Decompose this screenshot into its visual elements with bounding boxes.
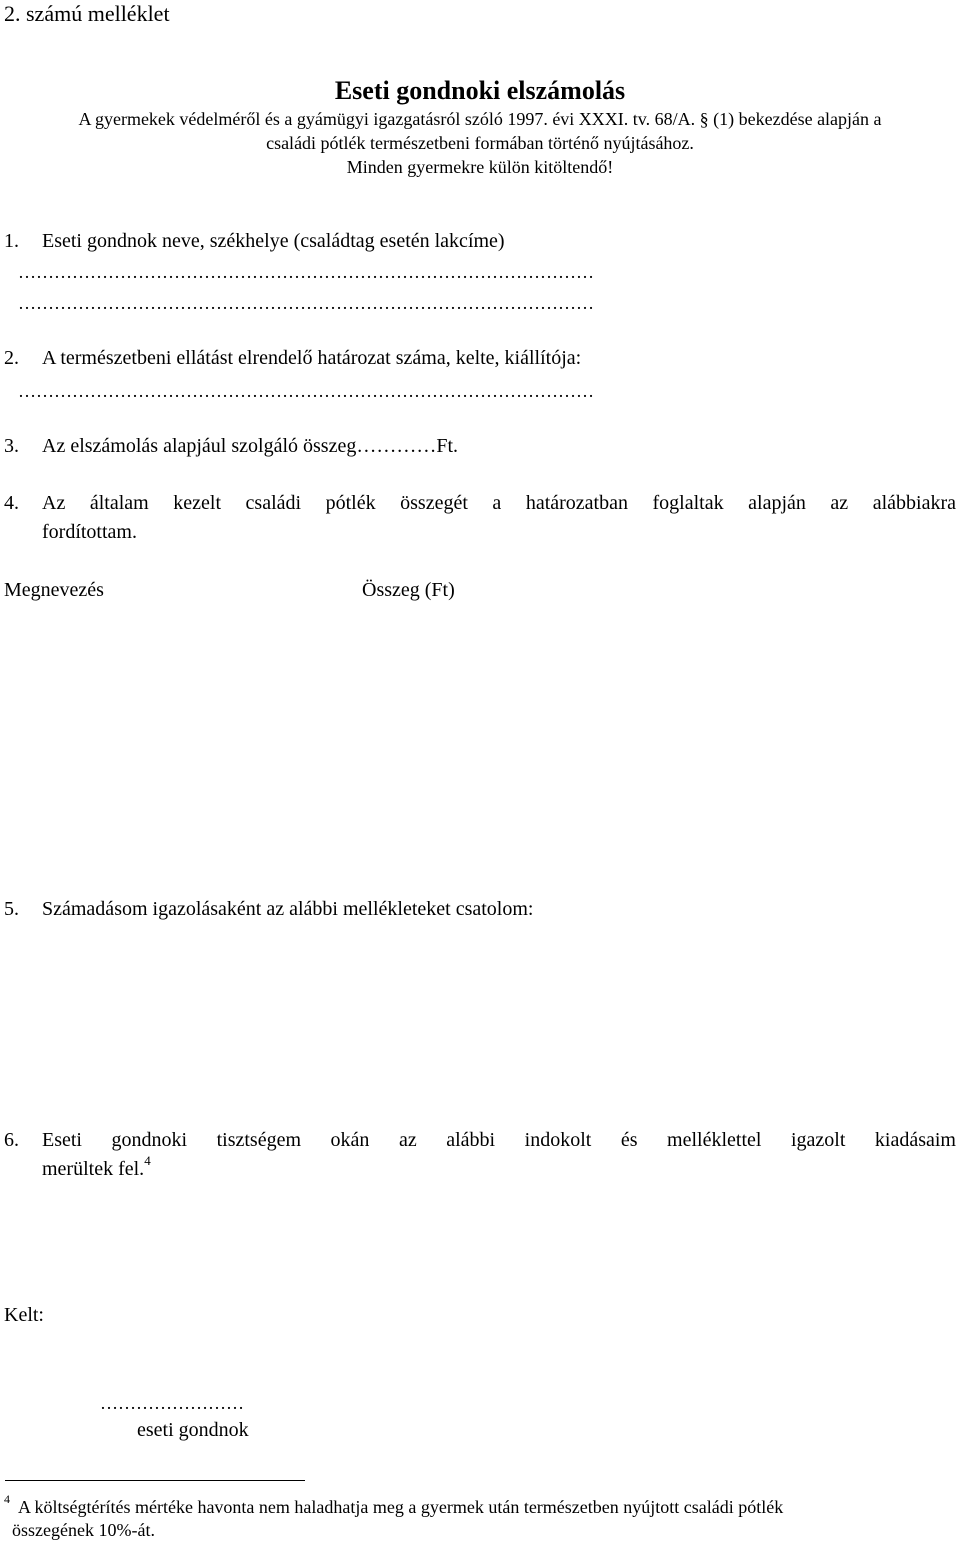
- item-1-number: 1.: [4, 230, 19, 252]
- footnote-text-line-1: A költségtérítés mértéke havonta nem haladhatja meg a gyermek után természetben nyújtott családi pótlék: [18, 1497, 784, 1517]
- signature-role: eseti gondnok: [137, 1419, 249, 1441]
- item-4-text-line-1: Az általam kezelt családi pótlék összegét a határozatban foglaltak alapján az alábbiakra: [42, 492, 956, 514]
- item-3-text: Az elszámolás alapjául szolgáló összeg…………Ft.: [42, 435, 459, 457]
- item-2-fill-line[interactable]: ……………………………………………………………………………………: [18, 381, 594, 401]
- document-title: Eseti gondnoki elszámolás: [334, 76, 626, 105]
- footnote-number: 4: [4, 1492, 10, 1506]
- item-6-text-line-2: [42, 1153, 151, 1181]
- column-header-name: Megnevezés: [4, 579, 104, 601]
- item-6-number: 6.: [4, 1129, 19, 1151]
- footnote-reference[interactable]: 4: [144, 1153, 151, 1169]
- item-4-text-line-2: fordítottam.: [42, 521, 137, 543]
- item-1-fill-line-1[interactable]: ……………………………………………………………………………………: [18, 262, 594, 282]
- footnote-separator: [5, 1480, 305, 1481]
- item-4-number: 4.: [4, 492, 19, 514]
- item-2-number: 2.: [4, 347, 19, 369]
- item-1-text: Eseti gondnok neve, székhelye (családtag esetén lakcíme): [42, 230, 505, 252]
- subtitle-line-2: családi pótlék természetbeni formában történő nyújtásához.: [266, 133, 694, 153]
- item-6-text-line-2-content: merültek fel.: [42, 1158, 145, 1180]
- date-label: Kelt:: [4, 1304, 44, 1326]
- item-2-text: A természetbeni ellátást elrendelő határozat száma, kelte, kiállítója:: [42, 347, 582, 369]
- item-5-number: 5.: [4, 898, 19, 920]
- signature-line[interactable]: ……………………: [100, 1393, 244, 1413]
- item-3-number: 3.: [4, 435, 19, 457]
- item-6-text-line-1: Eseti gondnoki tisztségem okán az alábbi indokolt és melléklettel igazolt kiadásaim: [42, 1129, 956, 1151]
- footnote-text-line-2: összegének 10%-át.: [12, 1520, 155, 1540]
- annex-label: 2. számú melléklet: [4, 1, 170, 26]
- item-1-fill-line-2[interactable]: ……………………………………………………………………………………: [18, 293, 594, 313]
- subtitle-line-1: A gyermekek védelméről és a gyámügyi igazgatásról szóló 1997. évi XXXI. tv. 68/A. § (1) bekezdése alapján a: [78, 109, 882, 129]
- column-header-amount: Összeg (Ft): [362, 579, 455, 601]
- subtitle-line-3: Minden gyermekre külön kitöltendő!: [346, 157, 614, 177]
- item-5-text: Számadásom igazolásaként az alábbi mellékleteket csatolom:: [42, 898, 534, 920]
